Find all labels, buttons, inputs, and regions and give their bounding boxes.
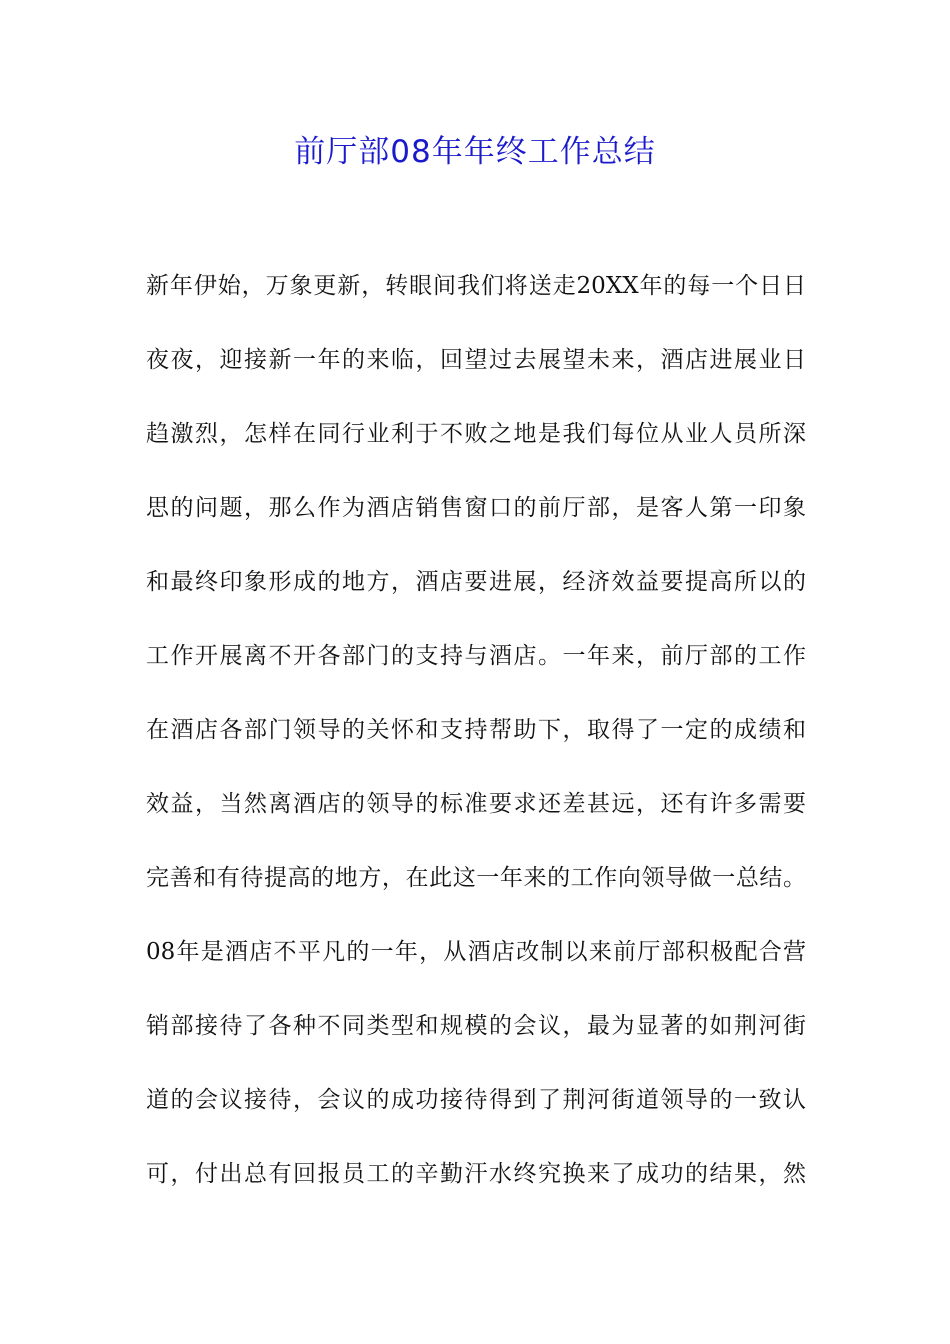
paragraph-line: 趋激烈，怎样在同行业利于不败之地是我们每位从业人员所深 (146, 421, 806, 447)
paragraph-line: 新年伊始，万象更新，转眼间我们将送走20XX年的每一个日日 (146, 273, 806, 299)
paragraph-line: 在酒店各部门领导的关怀和支持帮助下，取得了一定的成绩和 (146, 717, 806, 743)
paragraph-line: 夜夜，迎接新一年的来临，回望过去展望未来，酒店进展业日 (146, 347, 806, 373)
paragraph-line: 道的会议接待，会议的成功接待得到了荆河街道领导的一致认 (146, 1087, 806, 1113)
document-body (146, 262, 806, 1224)
paragraph-line: 销部接待了各种不同类型和规模的会议，最为显著的如荆河街 (146, 1013, 806, 1039)
document-title: 前厅部08年年终工作总结 (294, 134, 656, 170)
paragraph-line: 工作开展离不开各部门的支持与酒店。一年来，前厅部的工作 (146, 643, 806, 669)
paragraph-line: 和最终印象形成的地方，酒店要进展，经济效益要提高所以的 (146, 569, 806, 595)
paragraph-line: 08年是酒店不平凡的一年，从酒店改制以来前厅部积极配合营 (146, 939, 806, 965)
paragraph-line: 可，付出总有回报员工的辛勤汗水终究换来了成功的结果，然 (146, 1161, 806, 1187)
paragraph-line: 完善和有待提高的地方，在此这一年来的工作向领导做一总结。 (146, 865, 806, 891)
paragraph-line: 思的问题，那么作为酒店销售窗口的前厅部，是客人第一印象 (146, 495, 806, 521)
paragraph-line: 效益，当然离酒店的领导的标准要求还差甚远，还有许多需要 (146, 791, 806, 817)
